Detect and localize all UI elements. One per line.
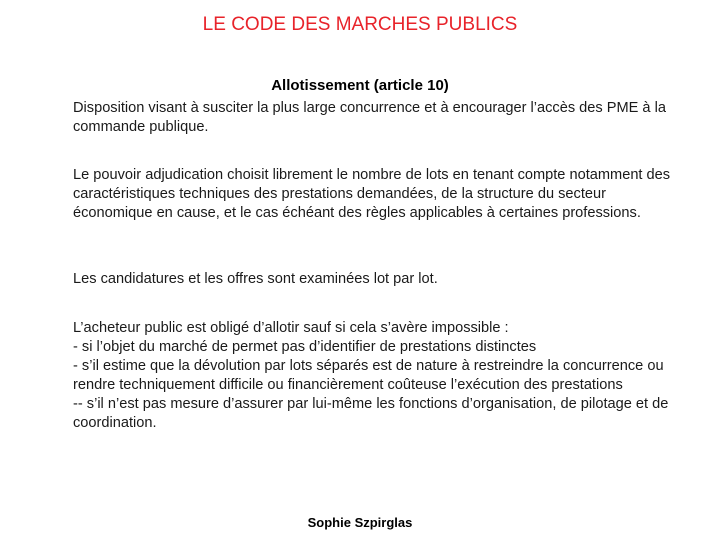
obligation-item-2: - s’il estime que la dévolution par lots séparés est de nature à restreindre la concurrence ou rendre techniquement difficile ou financièrement coûteuse l’exécution des prestations [73,358,664,393]
obligation-intro: L’acheteur public est obligé d’allotir sauf si cela s’avère impossible : [73,320,509,336]
section-subtitle: Allotissement (article 10) [271,77,449,94]
paragraph-lot-choice: Le pouvoir adjudication choisit librement le nombre de lots en tenant compte notamment des caractéristiques techniques des prestations demandées, de la structure du secteur économique en cause, et le cas échéant des règles applicables à certaines professions. [73,167,671,221]
obligation-item-1: - si l’objet du marché de permet pas d’identifier de prestations distinctes [73,339,537,355]
paragraph-obligation [73,319,673,433]
paragraph-lot-examination: Les candidatures et les offres sont examinées lot par lot. [73,271,438,287]
obligation-item-3: -- s’il n’est pas mesure d’assurer par lui-même les fonctions d’organisation, de pilotage et de coordination. [73,396,669,431]
page-title: LE CODE DES MARCHES PUBLICS [202,14,518,35]
paragraph-purpose: Disposition visant à susciter la plus large concurrence et à encourager l’accès des PME à la commande publique. [73,100,666,135]
author-name: Sophie Szpirglas [307,515,413,530]
